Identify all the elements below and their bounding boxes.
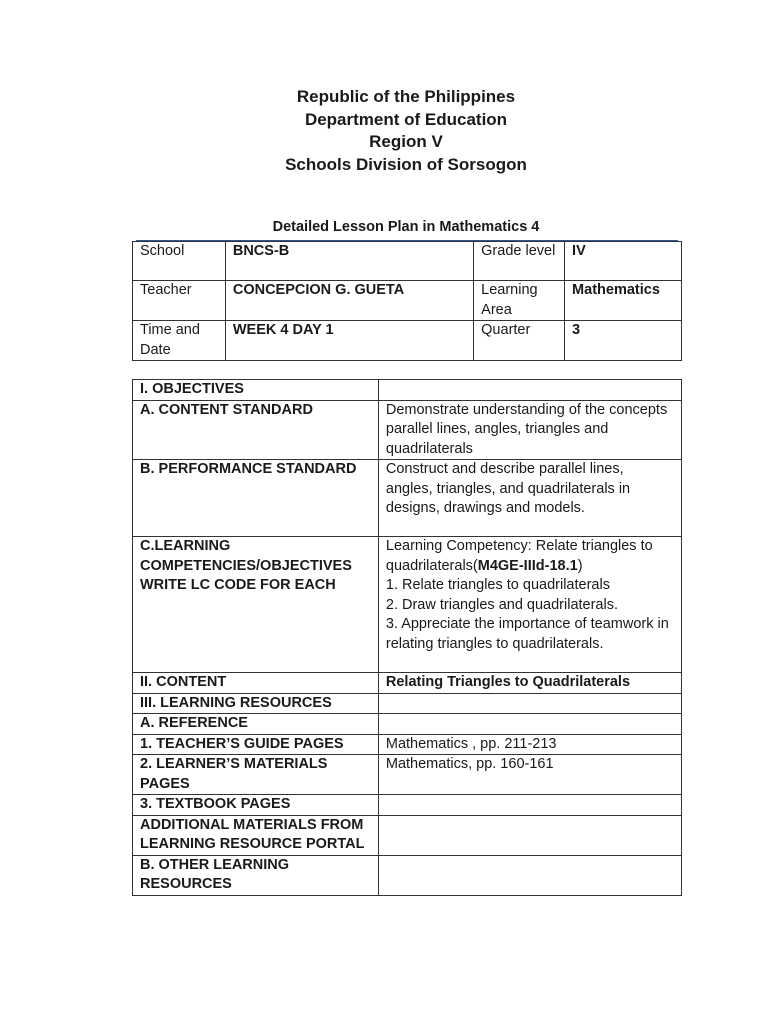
time-date-value: WEEK 4 DAY 1 [225, 321, 473, 361]
info-row-school [133, 242, 682, 281]
textbook-label: 3. TEXTBOOK PAGES [133, 795, 379, 816]
reference-label: A. REFERENCE [133, 714, 379, 735]
objectives-label: I. OBJECTIVES [133, 380, 379, 401]
content-value: Relating Triangles to Quadrilaterals [378, 673, 681, 694]
row-teachers-guide [133, 734, 682, 755]
objective-item-3: 3. Appreciate the importance of teamwork in relating triangles to quadrilaterals. [385, 616, 669, 652]
row-learning-resources [133, 693, 682, 714]
header-country: Republic of the Philippines [296, 87, 516, 106]
competencies-value [378, 537, 681, 673]
row-performance-standard [133, 460, 682, 537]
learners-materials-label: 2. LEARNER’S MATERIALS PAGES [133, 755, 379, 795]
learning-resources-label: III. LEARNING RESOURCES [133, 693, 379, 714]
quarter-label: Quarter [474, 321, 565, 361]
competencies-label: C.LEARNING COMPETENCIES/OBJECTIVES WRITE LC CODE FOR EACH [133, 537, 379, 673]
row-competencies [133, 537, 682, 673]
competency-text: Learning Competency: Relate triangles to quadrilaterals( [385, 538, 653, 574]
teachers-guide-value: Mathematics , pp. 211-213 [378, 734, 681, 755]
learning-area-label: Learning Area [474, 281, 565, 321]
quarter-value: 3 [565, 321, 682, 361]
info-row-teacher [133, 281, 682, 321]
teacher-value: CONCEPCION G. GUETA [225, 281, 473, 321]
document-header [0, 86, 768, 176]
learning-resources-value [378, 693, 681, 714]
content-label: II. CONTENT [133, 673, 379, 694]
performance-standard-label: B. PERFORMANCE STANDARD [133, 460, 379, 537]
objectives-value [378, 380, 681, 401]
school-value: BNCS-B [225, 242, 473, 281]
row-reference [133, 714, 682, 735]
learners-materials-value: Mathematics, pp. 160-161 [378, 755, 681, 795]
objective-item-2: 2. Draw triangles and quadrilaterals. [385, 596, 618, 613]
learning-area-value: Mathematics [565, 281, 682, 321]
time-date-label: Time and Date [133, 321, 226, 361]
teacher-label: Teacher [133, 281, 226, 321]
header-region: Region V [369, 132, 443, 151]
grade-level-value: IV [565, 242, 682, 281]
row-textbook [133, 795, 682, 816]
row-content-standard [133, 400, 682, 460]
grade-level-label: Grade level [474, 242, 565, 281]
row-objectives [133, 380, 682, 401]
additional-materials-value [378, 815, 681, 855]
header-department: Department of Education [304, 109, 508, 129]
school-label: School [133, 242, 226, 281]
other-resources-value [378, 855, 681, 895]
lesson-plan-title: Detailed Lesson Plan in Mathematics 4 [272, 219, 540, 235]
objective-item-1: 1. Relate triangles to quadrilaterals [385, 577, 610, 593]
other-resources-label: B. OTHER LEARNING RESOURCES [133, 855, 379, 895]
reference-value [378, 714, 681, 735]
performance-standard-value: Construct and describe parallel lines, angles, triangles, and quadrilaterals in designs, drawings and models. [378, 460, 681, 537]
teachers-guide-label: 1. TEACHER’S GUIDE PAGES [133, 734, 379, 755]
info-row-time [133, 321, 682, 361]
row-learners-materials [133, 755, 682, 795]
info-table [132, 241, 682, 361]
content-standard-value: Demonstrate understanding of the concepts parallel lines, angles, triangles and quadrilaterals [378, 400, 681, 460]
row-additional-materials [133, 815, 682, 855]
row-content [133, 673, 682, 694]
textbook-value [378, 795, 681, 816]
header-division: Schools Division of Sorsogon [285, 154, 527, 174]
row-other-resources [133, 855, 682, 895]
competency-close: ) [577, 557, 583, 574]
lc-code: M4GE-IIId-18.1 [477, 557, 578, 574]
additional-materials-label: ADDITIONAL MATERIALS FROM LEARNING RESOURCE PORTAL [133, 815, 379, 855]
lesson-plan-table [132, 379, 682, 896]
content-standard-label: A. CONTENT STANDARD [133, 400, 379, 460]
